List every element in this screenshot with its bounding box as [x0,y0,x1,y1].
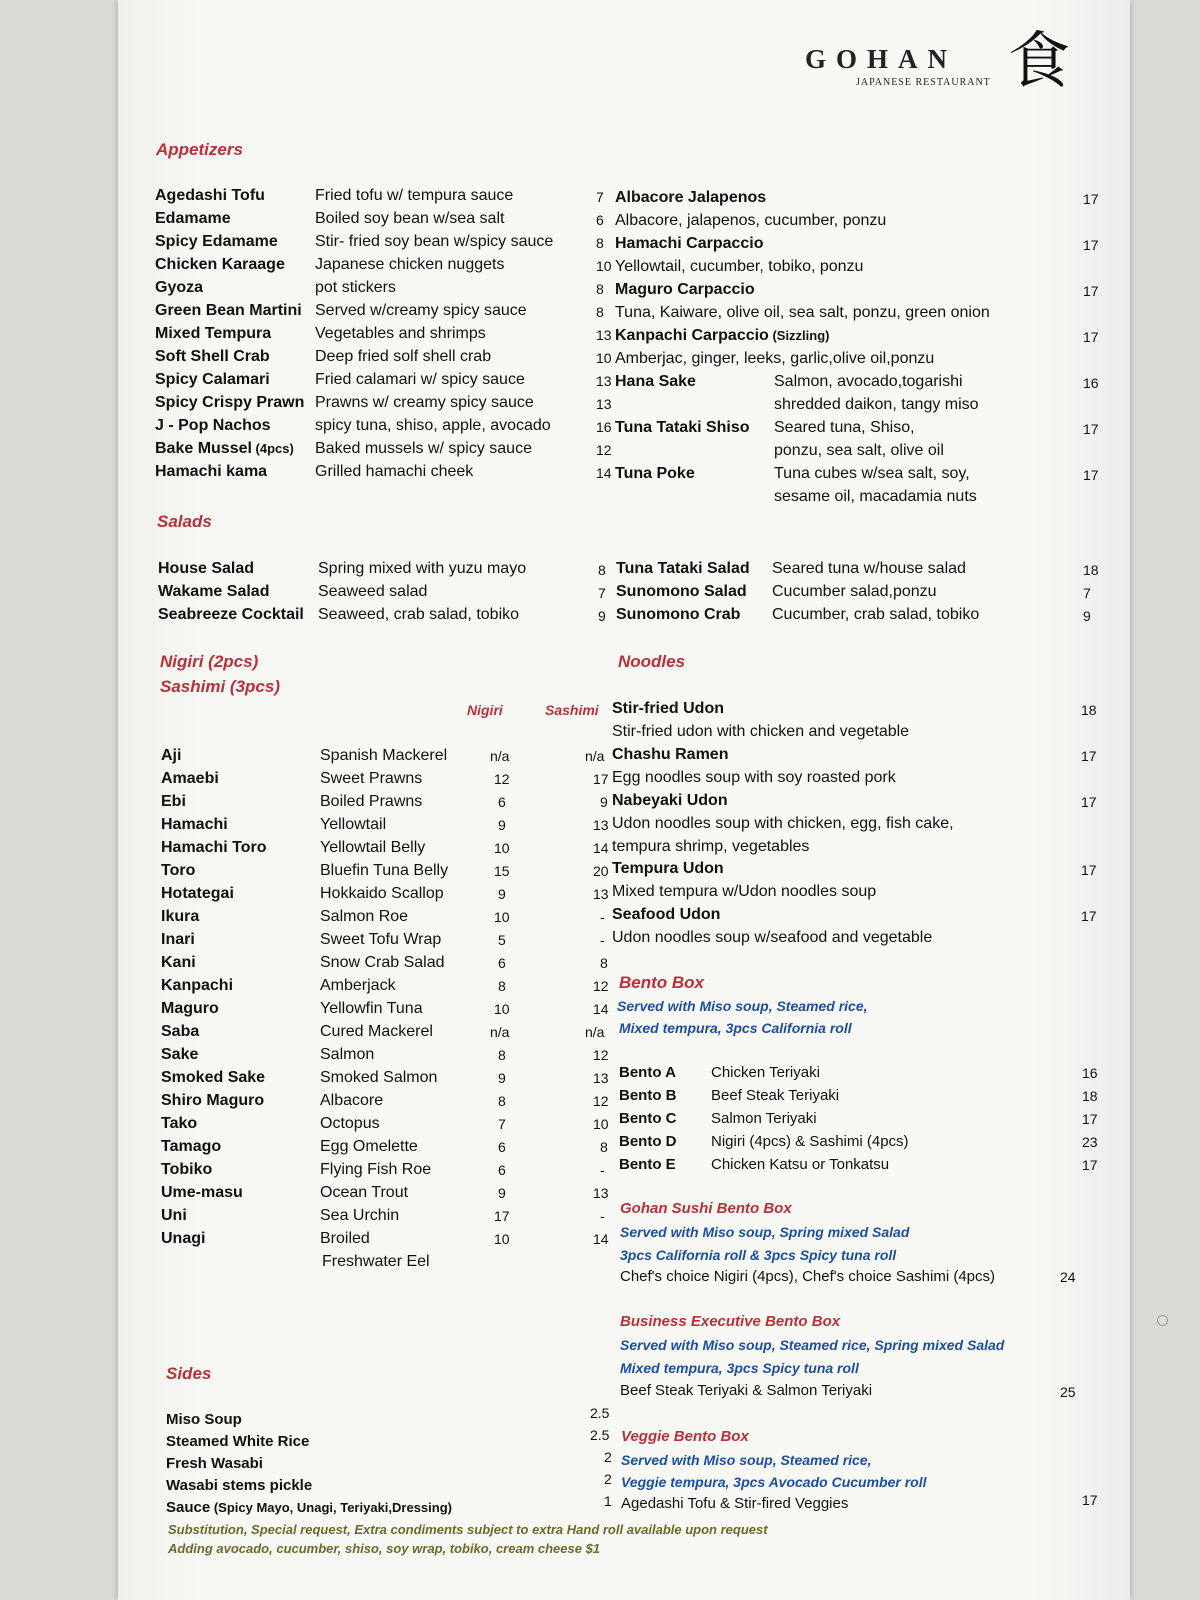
bento-price: 16 [1082,1065,1098,1081]
sashimi-price: 13 [593,817,609,833]
nigiri-price: 9 [498,1070,506,1086]
bento-name: Bento A [619,1064,676,1081]
sushi-name: Shiro Maguro [161,1092,265,1109]
veggie-bento-note-2: Veggie tempura, 3pcs Avocado Cucumber roll [621,1474,927,1490]
noodle-desc: Mixed tempura w/Udon noodles soup [612,883,877,900]
sashimi-price: 13 [593,886,609,902]
bento-name: Bento D [619,1133,677,1150]
appetizer-price: 14 [596,465,612,481]
bento-note-1: Served with Miso soup, Steamed rice, [617,998,868,1014]
appetizer-price: 8 [596,235,604,251]
side-price: 1 [604,1493,612,1509]
appetizer-name: Spicy Crispy Prawn [155,394,305,411]
business-bento-note-1: Served with Miso soup, Steamed rice, Spring mixed Salad [620,1337,1005,1353]
nigiri-price: 5 [498,932,506,948]
sushi-desc: Salmon [320,1046,375,1063]
footer-note-1: Substitution, Special request, Extra condiments subject to extra Hand roll available upon request [168,1522,768,1537]
sushi-name: Maguro [161,1000,219,1017]
appetizer-name-note: (4pcs) [251,441,294,456]
sushi-desc: Spanish Mackerel [320,747,448,764]
noodle-desc: tempura shrimp, vegetables [612,838,810,855]
sushi-desc: Sweet Tofu Wrap [320,931,442,948]
sashimi-price: 14 [593,1231,609,1247]
nigiri-price: 10 [494,840,510,856]
noodle-desc: Stir-fried udon with chicken and vegetable [612,723,910,740]
sushi-name: Smoked Sake [161,1069,266,1086]
appetizer-right-price: 17 [1083,237,1099,253]
side-name: Fresh Wasabi [166,1455,263,1472]
binder-hole [1157,1315,1168,1326]
sushi-name: Toro [161,862,196,879]
sashimi-price: 8 [600,955,608,971]
salad-right-price: 7 [1083,585,1091,601]
sushi-desc: Octopus [320,1115,380,1132]
sushi-desc: Yellowtail [320,816,387,833]
business-bento-note-2: Mixed tempura, 3pcs Spicy tuna roll [620,1360,859,1376]
noodle-desc: Udon noodles soup w/seafood and vegetable [612,929,933,946]
nigiri-price: 6 [498,794,506,810]
veggie-bento-price: 17 [1082,1492,1098,1508]
salad-right-name: Sunomono Crab [616,606,741,623]
sushi-desc: Egg Omelette [320,1138,418,1155]
appetizer-desc: Baked mussels w/ spicy sauce [315,440,532,457]
noodle-name: Stir-fried Udon [612,700,724,717]
sushi-name: Kani [161,954,196,971]
appetizer-price: 12 [596,442,612,458]
appetizers-title: Appetizers [156,140,243,159]
appetizer-desc: pot stickers [315,279,396,296]
appetizer-desc: Served w/creamy spicy sauce [315,302,527,319]
sushi-name: Ume-masu [161,1184,243,1201]
salad-price: 8 [598,562,606,578]
salads-title: Salads [157,512,212,531]
appetizer-right-desc: Seared tuna, Shiso, [774,419,915,436]
appetizer-right-desc: Albacore, jalapenos, cucumber, ponzu [615,212,887,229]
veggie-bento-note-1: Served with Miso soup, Steamed rice, [621,1452,872,1468]
nigiri-price: 15 [494,863,510,879]
appetizer-right-name: Kanpachi Carpaccio (Sizzling) [615,327,830,344]
sushi-desc: Sea Urchin [320,1207,400,1224]
bento-name: Bento B [619,1087,677,1104]
gohan-bento-price: 24 [1060,1269,1076,1285]
bento-desc: Beef Steak Teriyaki [711,1087,840,1104]
nigiri-price: 8 [498,1093,506,1109]
sushi-name: Uni [161,1207,187,1224]
salad-name: Seabreeze Cocktail [158,606,304,623]
footer-note-2: Adding avocado, cucumber, shiso, soy wrap, tobiko, cream cheese $1 [168,1541,601,1556]
nigiri-column-header: Nigiri [467,702,503,718]
gohan-bento-note-2: 3pcs California roll & 3pcs Spicy tuna roll [620,1247,897,1263]
sushi-name: Tobiko [161,1161,213,1178]
appetizer-right-desc: Yellowtail, cucumber, tobiko, ponzu [615,258,864,275]
bento-desc: Chicken Katsu or Tonkatsu [711,1156,890,1173]
noodle-name: Chashu Ramen [612,746,729,763]
brand-kanji-logo: 食 [1008,24,1071,97]
sushi-desc: Snow Crab Salad [320,954,445,971]
salad-right-name: Tuna Tataki Salad [616,560,750,577]
sushi-desc: Boiled Prawns [320,793,423,810]
side-name: Steamed White Rice [166,1433,310,1450]
appetizer-right-desc: Tuna, Kaiware, olive oil, sea salt, ponzu, green onion [615,304,990,321]
gohan-bento-title: Gohan Sushi Bento Box [620,1200,792,1217]
sashimi-price: 13 [593,1185,609,1201]
side-price: 2.5 [590,1405,610,1421]
sushi-desc: Bluefin Tuna Belly [320,862,449,879]
appetizer-name: Hamachi kama [155,463,268,480]
sushi-desc: Flying Fish Roe [320,1161,432,1178]
appetizer-desc: spicy tuna, shiso, apple, avocado [315,417,551,434]
appetizer-name: J - Pop Nachos [155,417,271,434]
sushi-name: Ikura [161,908,200,925]
nigiri-price: 9 [498,817,506,833]
appetizer-name: Green Bean Martini [155,302,302,319]
appetizer-right-desc: Tuna cubes w/sea salt, soy, [774,465,970,482]
sashimi-price: 20 [593,863,609,879]
nigiri-price: 9 [498,1185,506,1201]
appetizer-right-price: 17 [1083,191,1099,207]
appetizer-name: Mixed Tempura [155,325,272,342]
sashimi-price: 17 [593,771,609,787]
bento-name: Bento C [619,1110,677,1127]
nigiri-price: 10 [494,1001,510,1017]
nigiri-price: n/a [490,1024,510,1040]
appetizer-name: Edamame [155,210,231,227]
sushi-name: Hamachi [161,816,228,833]
sashimi-price: 14 [593,1001,609,1017]
appetizer-right-desc: shredded daikon, tangy miso [774,396,979,413]
bento-desc: Nigiri (4pcs) & Sashimi (4pcs) [711,1133,909,1150]
sushi-name: Unagi [161,1230,206,1247]
sushi-name: Hotategai [161,885,234,902]
brand-subtitle: JAPANESE RESTAURANT [856,77,991,88]
appetizer-right-name: Tuna Tataki Shiso [615,419,750,436]
nigiri-price: 7 [498,1116,506,1132]
sashimi-price: - [600,1162,605,1178]
sushi-name: Aji [161,747,182,764]
nigiri-price: 8 [498,978,506,994]
appetizer-right-price: 17 [1083,283,1099,299]
nigiri-price: 8 [498,1047,506,1063]
appetizer-right-name: Hamachi Carpaccio [615,235,764,252]
noodle-desc: Udon noodles soup with chicken, egg, fish cake, [612,815,954,832]
veggie-bento-desc: Agedashi Tofu & Stir-fired Veggies [621,1495,849,1512]
sushi-name: Saba [161,1023,200,1040]
appetizer-desc: Japanese chicken nuggets [315,256,505,273]
bento-desc: Salmon Teriyaki [711,1110,817,1127]
noodle-price: 17 [1081,862,1097,878]
salad-right-name: Sunomono Salad [616,583,747,600]
sides-title: Sides [166,1364,212,1383]
sashimi-price: 12 [593,978,609,994]
salad-desc: Seaweed, crab salad, tobiko [318,606,520,623]
bento-price: 23 [1082,1134,1098,1150]
noodles-title: Noodles [618,652,686,671]
side-price: 2 [604,1471,612,1487]
sushi-desc: Hokkaido Scallop [320,885,444,902]
appetizer-right-price: 16 [1083,375,1099,391]
sashimi-price: 13 [593,1070,609,1086]
side-price: 2 [604,1449,612,1465]
salad-right-desc: Seared tuna w/house salad [772,560,966,577]
bento-desc: Chicken Teriyaki [711,1064,820,1081]
appetizer-name: Bake Mussel (4pcs) [155,440,294,457]
appetizer-right-price: 17 [1083,467,1099,483]
appetizer-right-desc: sesame oil, macadamia nuts [774,488,977,505]
appetizer-right-price: 17 [1083,329,1099,345]
gohan-bento-note-1: Served with Miso soup, Spring mixed Salad [620,1224,910,1240]
sashimi-price: n/a [585,1024,605,1040]
appetizer-name: Gyoza [155,279,204,296]
noodle-name: Nabeyaki Udon [612,792,728,809]
nigiri-price: 6 [498,1162,506,1178]
sushi-desc: Freshwater Eel [322,1253,430,1270]
nigiri-price: 6 [498,1139,506,1155]
salad-desc: Spring mixed with yuzu mayo [318,560,527,577]
appetizer-desc: Deep fried solf shell crab [315,348,492,365]
side-note: (Spicy Mayo, Unagi, Teriyaki,Dressing) [210,1500,452,1515]
noodle-name: Seafood Udon [612,906,721,923]
nigiri-price: n/a [490,748,510,764]
sushi-desc: Smoked Salmon [320,1069,438,1086]
bento-price: 17 [1082,1111,1098,1127]
sushi-desc: Yellowfin Tuna [320,1000,423,1017]
appetizer-price: 13 [596,327,612,343]
appetizer-price: 10 [596,350,612,366]
sushi-name: Tamago [161,1138,222,1155]
appetizer-price: 6 [596,212,604,228]
appetizer-name: Chicken Karaage [155,256,285,273]
veggie-bento-title: Veggie Bento Box [621,1428,749,1445]
sushi-desc: Albacore [320,1092,384,1109]
sushi-name: Ebi [161,793,186,810]
appetizer-name: Spicy Calamari [155,371,270,388]
appetizer-desc: Fried calamari w/ spicy sauce [315,371,525,388]
bento-name: Bento E [619,1156,676,1173]
salad-right-price: 9 [1083,608,1091,624]
nigiri-title: Nigiri (2pcs) [160,652,259,671]
appetizer-right-desc: ponzu, sea salt, olive oil [774,442,944,459]
noodle-price: 17 [1081,908,1097,924]
appetizer-name: Agedashi Tofu [155,187,265,204]
business-bento-desc: Beef Steak Teriyaki & Salmon Teriyaki [620,1382,873,1399]
sashimi-price: n/a [585,748,605,764]
sashimi-price: 8 [600,1139,608,1155]
gohan-bento-desc: Chef's choice Nigiri (4pcs), Chef's choice Sashimi (4pcs) [620,1268,996,1285]
appetizer-price: 13 [596,396,612,412]
brand-name: GOHAN [805,44,958,74]
appetizer-right-name: Maguro Carpaccio [615,281,755,298]
salad-price: 9 [598,608,606,624]
appetizer-right-name-note: (Sizzling) [768,328,830,343]
salad-right-desc: Cucumber, crab salad, tobiko [772,606,980,623]
appetizer-name: Soft Shell Crab [155,348,270,365]
sushi-desc: Ocean Trout [320,1184,409,1201]
nigiri-price: 17 [494,1208,510,1224]
side-name: Miso Soup [166,1411,242,1428]
bento-price: 18 [1082,1088,1098,1104]
nigiri-price: 10 [494,1231,510,1247]
appetizer-right-name: Tuna Poke [615,465,695,482]
nigiri-price: 12 [494,771,510,787]
sushi-desc: Amberjack [320,977,396,994]
sushi-name: Kanpachi [161,977,234,994]
sushi-desc: Broiled [320,1230,370,1247]
noodle-price: 18 [1081,702,1097,718]
appetizer-price: 10 [596,258,612,274]
salad-price: 7 [598,585,606,601]
appetizer-desc: Prawns w/ creamy spicy sauce [315,394,534,411]
bento-title: Bento Box [619,973,704,992]
appetizer-name: Spicy Edamame [155,233,278,250]
bento-price: 17 [1082,1157,1098,1173]
appetizer-price: 8 [596,281,604,297]
sushi-name: Hamachi Toro [161,839,267,856]
sushi-desc: Salmon Roe [320,908,409,925]
side-name: Sauce (Spicy Mayo, Unagi, Teriyaki,Dressing) [166,1499,452,1516]
salad-right-price: 18 [1083,562,1099,578]
sashimi-price: - [600,932,605,948]
appetizer-desc: Fried tofu w/ tempura sauce [315,187,514,204]
sushi-name: Sake [161,1046,199,1063]
appetizer-right-desc: Amberjac, ginger, leeks, garlic,olive oil,ponzu [615,350,935,367]
appetizer-price: 8 [596,304,604,320]
sashimi-price: - [600,909,605,925]
bento-note-2: Mixed tempura, 3pcs California roll [619,1020,852,1036]
nigiri-price: 6 [498,955,506,971]
side-price: 2.5 [590,1427,610,1443]
appetizer-right-name: Albacore Jalapenos [615,189,767,206]
sushi-name: Inari [161,931,195,948]
sashimi-price: - [600,1208,605,1224]
sashimi-price: 14 [593,840,609,856]
business-bento-title: Business Executive Bento Box [620,1313,841,1330]
noodle-price: 17 [1081,794,1097,810]
sashimi-price: 12 [593,1093,609,1109]
appetizer-right-name: Hana Sake [615,373,696,390]
appetizer-price: 16 [596,419,612,435]
appetizer-price: 7 [596,189,604,205]
sashimi-title: Sashimi (3pcs) [160,677,280,696]
sashimi-price: 9 [600,794,608,810]
appetizer-price: 13 [596,373,612,389]
appetizer-desc: Stir- fried soy bean w/spicy sauce [315,233,554,250]
sushi-desc: Sweet Prawns [320,770,423,787]
noodle-desc: Egg noodles soup with soy roasted pork [612,769,896,786]
sashimi-price: 10 [593,1116,609,1132]
sushi-name: Amaebi [161,770,219,787]
sashimi-price: 12 [593,1047,609,1063]
salad-desc: Seaweed salad [318,583,428,600]
appetizer-desc: Boiled soy bean w/sea salt [315,210,505,227]
sushi-desc: Yellowtail Belly [320,839,426,856]
appetizer-desc: Vegetables and shrimps [315,325,486,342]
nigiri-price: 9 [498,886,506,902]
appetizer-right-desc: Salmon, avocado,togarishi [774,373,963,390]
noodle-name: Tempura Udon [612,860,724,877]
nigiri-price: 10 [494,909,510,925]
salad-name: Wakame Salad [158,583,270,600]
side-name: Wasabi stems pickle [166,1477,313,1494]
sushi-desc: Cured Mackerel [320,1023,433,1040]
salad-name: House Salad [158,560,255,577]
sushi-name: Tako [161,1115,198,1132]
appetizer-right-price: 17 [1083,421,1099,437]
salad-right-desc: Cucumber salad,ponzu [772,583,937,600]
noodle-price: 17 [1081,748,1097,764]
business-bento-price: 25 [1060,1384,1076,1400]
sashimi-column-header: Sashimi [545,702,599,718]
appetizer-desc: Grilled hamachi cheek [315,463,474,480]
